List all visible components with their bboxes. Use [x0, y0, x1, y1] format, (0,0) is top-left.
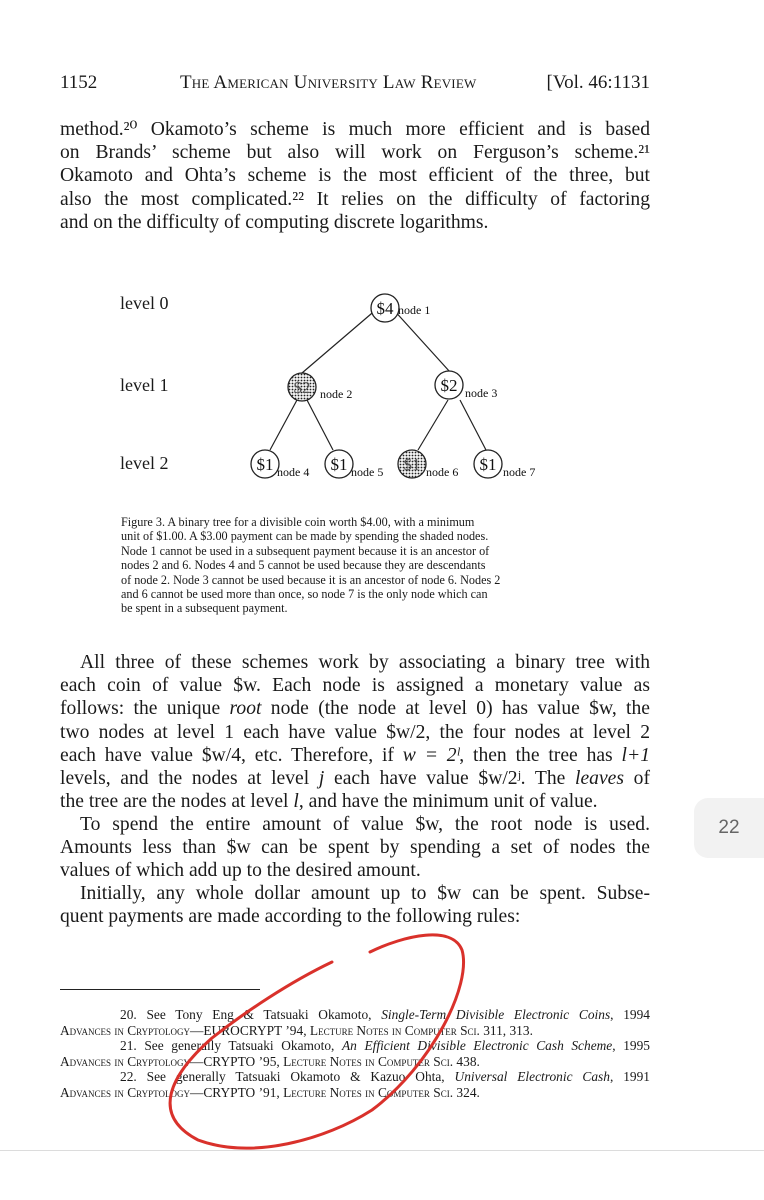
- text-run: follows: the unique: [60, 698, 230, 720]
- tree-node-label: node 6: [426, 465, 459, 479]
- figure-caption: [121, 515, 581, 616]
- footnote-20: [60, 1007, 650, 1023]
- tree-node-value: $4: [376, 299, 394, 318]
- text-run: each have value $w/2ʲ. The: [324, 768, 576, 790]
- footnote-21-cont: Advances in Cryptology—CRYPTO ’95, Lecture Notes in Computer Sci. 438.: [60, 1053, 480, 1069]
- text-line: each coin of value $w. Each node is assigned a monetary value as: [60, 675, 650, 697]
- text-run: , 1991: [609, 1069, 650, 1085]
- edge-3-7: [460, 400, 486, 450]
- text-run-italic: l: [293, 791, 299, 813]
- edge-1-2: [302, 308, 378, 373]
- text-run: , and have the minimum unit of value.: [298, 791, 598, 813]
- figure-3-binary-tree: [60, 280, 660, 510]
- text-line: method.²⁰ Okamoto’s scheme is much more efficient and is based: [60, 119, 650, 140]
- text-run: levels, and the nodes at level: [60, 768, 319, 790]
- edge-2-4: [270, 400, 297, 450]
- caption-line: Figure 3. A binary tree for a divisible coin worth $4.00, with a minimum: [121, 515, 475, 529]
- tree-node-value: $2: [440, 376, 458, 395]
- running-header: [60, 72, 650, 100]
- tree-node-label: node 3: [465, 386, 498, 400]
- paragraph-1: [60, 118, 650, 234]
- caption-line: and 6 cannot be used more than once, so node 7 is the only node which can: [121, 587, 488, 602]
- text-run-italic: Universal Electronic Cash: [454, 1069, 610, 1085]
- level-0-label: level 0: [120, 293, 169, 313]
- text-run: 21. See generally Tatsuaki Okamoto,: [120, 1038, 342, 1054]
- text-line: Amounts less than $w can be spent by spending a set of nodes the: [60, 837, 650, 859]
- level-2-label: level 2: [120, 453, 169, 473]
- edge-3-6: [418, 400, 448, 450]
- tree-node-label: node 4: [277, 465, 310, 479]
- text-run-italic: An Efficient Divisible Electronic Cash Scheme: [341, 1038, 613, 1054]
- text-run-italic: w = 2ˡ: [402, 744, 460, 766]
- text-run: , 1995: [612, 1038, 650, 1054]
- caption-line: unit of $1.00. A $3.00 payment can be made by spending the shaded nodes.: [121, 529, 489, 544]
- caption-line: be spent in a subsequent payment.: [121, 601, 288, 616]
- tree-node-value: $1: [330, 455, 348, 474]
- viewer-bottom-divider: [0, 1150, 764, 1151]
- text-line: [60, 767, 650, 790]
- text-line: [60, 790, 650, 813]
- text-line: Initially, any whole dollar amount up to $w can be spent. Subse-: [80, 883, 650, 904]
- tree-node-label: node 5: [351, 465, 384, 479]
- text-line: [60, 697, 650, 720]
- text-run: , then the tree has: [459, 744, 622, 766]
- caption-line: Node 1 cannot be used in a subsequent payment because it is an ancestor of: [121, 543, 490, 558]
- tree-node-value: $1: [479, 455, 497, 474]
- tree-diagram: [60, 280, 660, 510]
- footnotes: [60, 1007, 650, 1101]
- text-line: quent payments are made according to the following rules:: [60, 906, 521, 928]
- tree-node-label: node 1: [398, 303, 431, 317]
- text-line: two nodes at level 1 each have value $w/2, the four nodes at level 2: [60, 721, 650, 743]
- text-run-italic: j: [318, 768, 325, 790]
- footnote-22: [60, 1069, 650, 1085]
- volume-citation: [Vol. 46:1131: [546, 72, 650, 93]
- text-line: values of which add up to the desired amount.: [60, 860, 421, 882]
- text-run-italic: l+1: [621, 744, 650, 766]
- tree-node-value: $1: [256, 455, 274, 474]
- text-run: the tree are the nodes at level: [60, 791, 294, 813]
- text-run: node (the node at level 0) has value $w, the: [261, 698, 650, 720]
- text-line: To spend the entire amount of value $w, the root node is used.: [80, 814, 650, 835]
- text-run: , 1994: [610, 1007, 651, 1022]
- footnote-rule: [60, 989, 260, 990]
- page-indicator-badge[interactable]: 22: [694, 798, 764, 858]
- paragraph-2: [60, 651, 650, 813]
- edge-2-5: [307, 400, 333, 450]
- journal-title: The American University Law Review: [180, 72, 477, 93]
- caption-line: of node 2. Node 3 cannot be used because it is an ancestor of node 6. Nodes 2: [121, 572, 501, 587]
- tree-node-value: $2: [293, 378, 311, 397]
- text-line: Okamoto and Ohta’s scheme is the most efficient of the three, but: [60, 165, 650, 187]
- text-line: and on the difficulty of computing discrete logarithms.: [60, 211, 489, 233]
- text-line: also the most complicated.²² It relies on the difficulty of factoring: [60, 188, 650, 210]
- paragraph-3: [60, 813, 650, 883]
- edge-1-3: [392, 308, 450, 372]
- tree-node-label: node 7: [503, 465, 536, 479]
- page-number: 1152: [60, 72, 98, 93]
- text-run: of: [623, 768, 650, 790]
- text-line: All three of these schemes work by associating a binary tree with: [80, 652, 650, 673]
- text-run-italic: root: [229, 698, 262, 720]
- text-run-italic: Single-Term Divisible Electronic Coins: [381, 1007, 611, 1022]
- footnote-21: [60, 1038, 650, 1054]
- text-run: 22. See generally Tatsuaki Okamoto & Kazuo Ohta,: [120, 1069, 455, 1085]
- tree-node-value: $1: [403, 455, 421, 474]
- footnote-20-cont: Advances in Cryptology—EUROCRYPT ’94, Lecture Notes in Computer Sci. 311, 313.: [60, 1022, 533, 1038]
- text-line: [60, 744, 650, 767]
- text-line: on Brands’ scheme but also will work on Ferguson’s scheme.²¹: [60, 142, 650, 164]
- text-run-italic: leaves: [575, 768, 624, 790]
- text-run: each have value $w/4, etc. Therefore, if: [60, 744, 403, 766]
- tree-node-label: node 2: [320, 387, 353, 401]
- caption-line: nodes 2 and 6. Nodes 4 and 5 cannot be used because they are descendants: [121, 558, 486, 573]
- text-run: 20. See Tony Eng & Tatsuaki Okamoto,: [120, 1007, 382, 1022]
- tree-nodes: [251, 294, 535, 479]
- footnote-22-cont: Advances in Cryptology—CRYPTO ’91, Lecture Notes in Computer Sci. 324.: [60, 1084, 480, 1100]
- paragraph-4: [60, 882, 650, 928]
- level-1-label: level 1: [120, 375, 169, 395]
